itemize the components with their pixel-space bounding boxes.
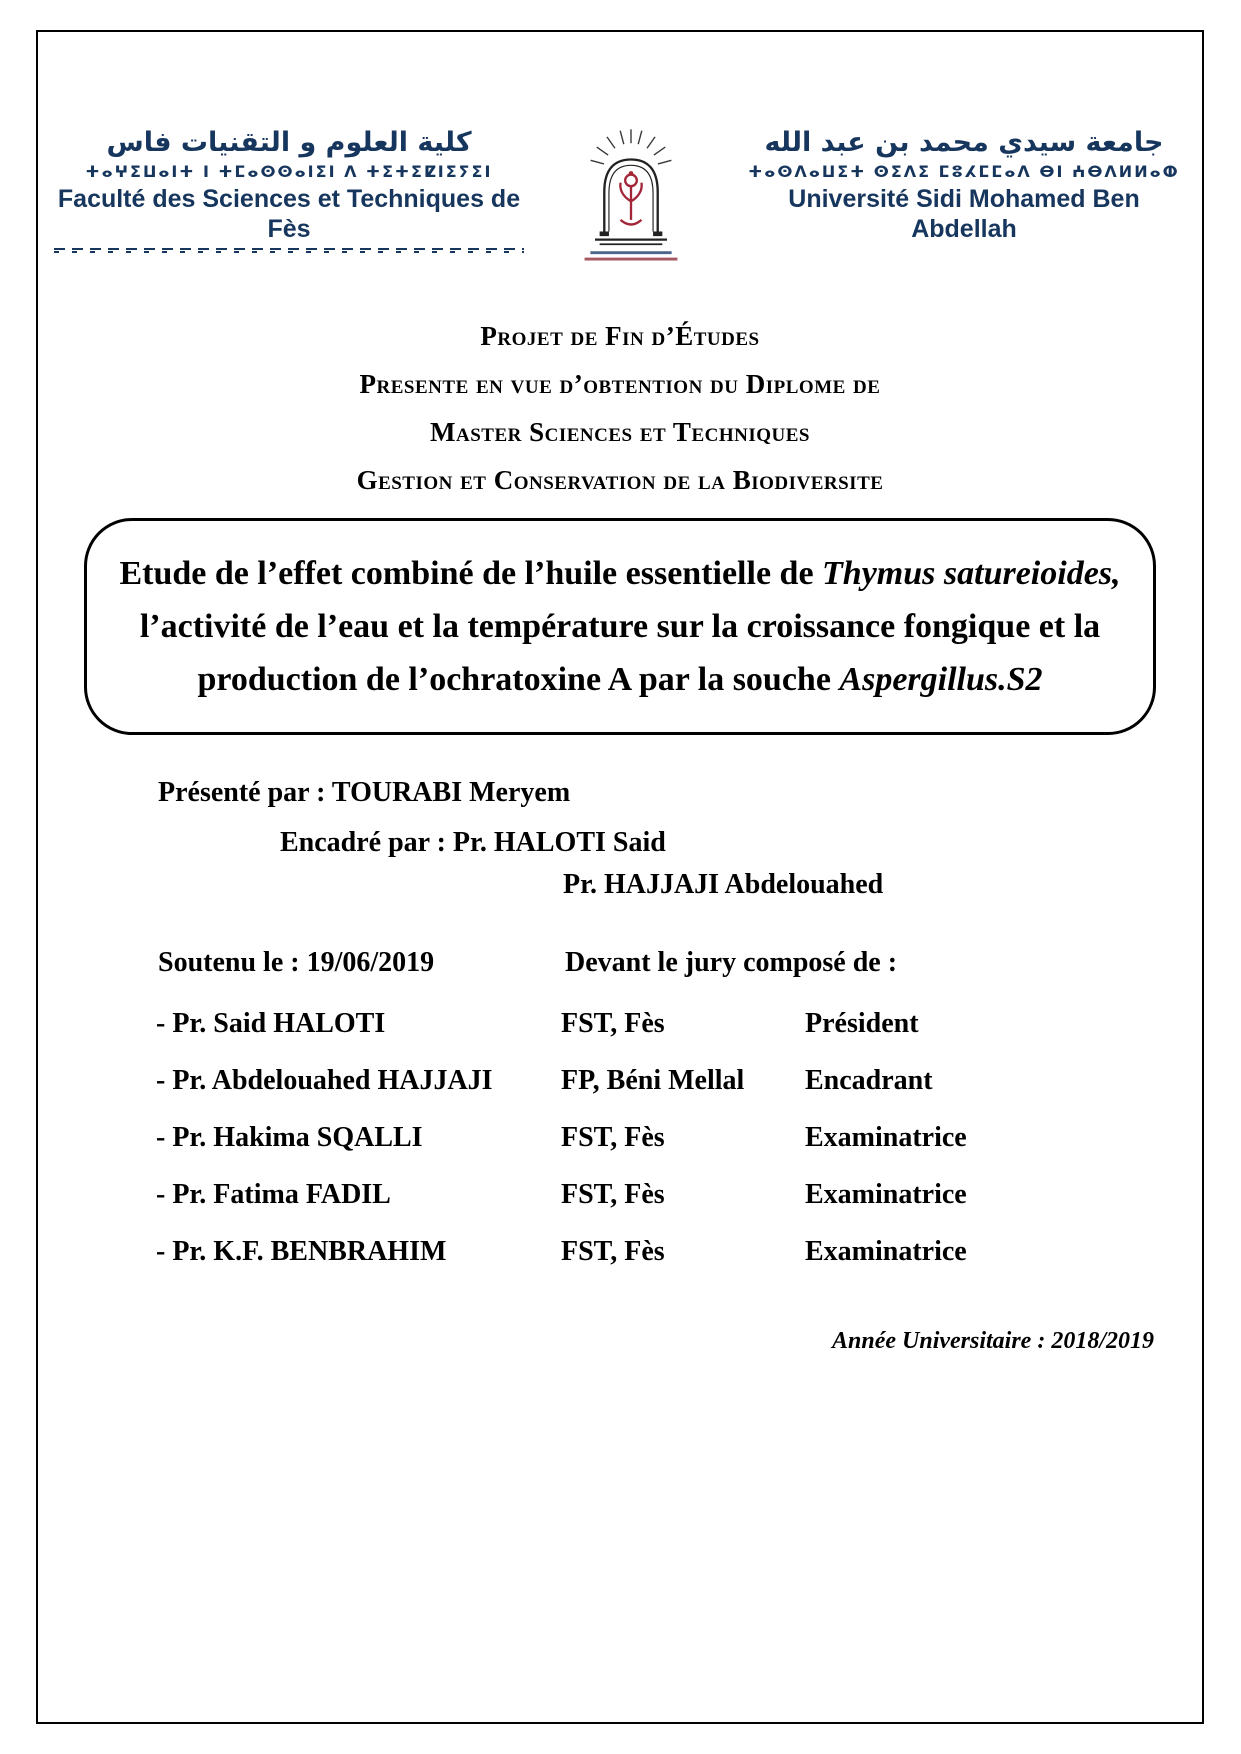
jury-row: [156, 1223, 1202, 1280]
university-name-french: Université Sidi Mohamed Ben Abdellah: [788, 185, 1140, 243]
faculty-underline-decoration: [54, 248, 524, 253]
jury-member-role: Examinatrice: [805, 1236, 967, 1267]
thesis-title-species-1: Thymus satureioides,: [822, 555, 1121, 592]
heading-master: Master Sciences et Techniques: [430, 417, 810, 447]
jury-member-affiliation: FST, Fès: [561, 1236, 665, 1267]
presented-by-line: Présenté par : TOURABI Meryem: [158, 777, 571, 808]
faculty-name-tifinagh: ⵜⴰⵖⵉⵡⴰⵏⵜ ⵏ ⵜⵎⴰⵙⵙⴰⵏⵉⵏ ⴷ ⵜⵉⵜⵉⵇⵏⵉⵢⵉⵏ: [85, 162, 493, 181]
university-seal-graphic: [567, 120, 695, 264]
thesis-title-species-2: Aspergillus.S2: [839, 661, 1043, 698]
jury-list: [156, 995, 1202, 1280]
supervised-by-line: Encadré par : Pr. HALOTI Said: [280, 827, 666, 858]
jury-row: [156, 995, 1202, 1052]
academic-year: Année Universitaire : 2018/2019: [832, 1328, 1154, 1354]
jury-intro: Devant le jury composé de :: [565, 947, 898, 978]
defense-line: [158, 945, 1202, 981]
document-page: [36, 30, 1204, 1724]
presentation-section: [158, 775, 1202, 981]
jury-row: [156, 1052, 1202, 1109]
jury-row: [156, 1109, 1202, 1166]
university-name-tifinagh: ⵜⴰⵙⴷⴰⵡⵉⵜ ⵙⵉⴷⵉ ⵎⵓⵃⵎⵎⴰⴷ ⴱⵏ ⵄⴱⴷⵍⵍⴰⵀ: [748, 162, 1180, 181]
faculty-block: [54, 126, 524, 253]
thesis-title-text: Etude de l’effet combiné de l’huile essentielle de: [119, 555, 823, 592]
heading-projet: Projet de Fin d’Études: [480, 321, 760, 351]
jury-member-name: - Pr. K.F. BENBRAHIM: [156, 1236, 447, 1267]
faculty-name-arabic: كلية العلوم و التقنيات فاس: [106, 127, 472, 158]
jury-member-affiliation: FST, Fès: [561, 1008, 665, 1039]
jury-member-name: - Pr. Said HALOTI: [156, 1008, 386, 1039]
jury-member-affiliation: FST, Fès: [561, 1122, 665, 1153]
university-name-arabic: جامعة سيدي محمد بن عبد الله: [764, 127, 1164, 158]
university-seal-logo: [551, 120, 711, 264]
degree-headings: [38, 312, 1202, 504]
heading-presente: Presente en vue d’obtention du Diplome de: [359, 369, 881, 399]
heading-gestion: Gestion et Conservation de la Biodiversite: [356, 465, 884, 495]
jury-member-role: Examinatrice: [805, 1122, 967, 1153]
faculty-name-french: Faculté des Sciences et Techniques de Fès: [57, 185, 521, 243]
thesis-title-box: [84, 518, 1156, 735]
supervisor2-line: Pr. HAJJAJI Abdelouahed: [563, 869, 884, 900]
jury-row: [156, 1166, 1202, 1223]
jury-member-affiliation: FST, Fès: [561, 1179, 665, 1210]
defense-date: Soutenu le : 19/06/2019: [158, 947, 435, 978]
jury-member-name: - Pr. Abdelouahed HAJJAJI: [156, 1065, 493, 1096]
jury-member-name: - Pr. Fatima FADIL: [156, 1179, 391, 1210]
document-header: [38, 126, 1202, 264]
jury-member-affiliation: FP, Béni Mellal: [561, 1065, 745, 1096]
jury-member-role: Encadrant: [805, 1065, 933, 1096]
thesis-title-text-2: l’activité de l’eau et la température sur la croissance fongique et la production de l’ochratoxine A par la souche: [139, 608, 1101, 698]
jury-member-name: - Pr. Hakima SQALLI: [156, 1122, 423, 1153]
university-block: [738, 126, 1190, 244]
jury-member-role: Examinatrice: [805, 1179, 967, 1210]
jury-member-role: Président: [805, 1008, 919, 1039]
